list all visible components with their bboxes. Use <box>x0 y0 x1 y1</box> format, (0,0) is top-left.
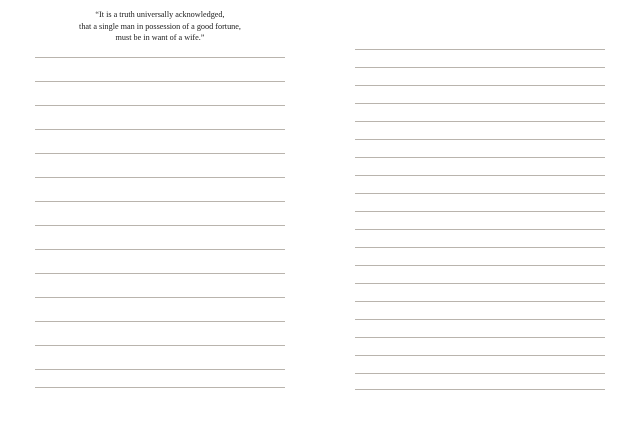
rule-line <box>355 121 605 122</box>
rule-line <box>35 387 285 388</box>
rule-line <box>355 337 605 338</box>
rule-line <box>355 389 605 390</box>
rule-line <box>35 369 285 370</box>
rule-line <box>355 85 605 86</box>
quote-line: “It is a truth universally acknowledged, <box>95 10 225 19</box>
quote-line: that a single man in possession of a good fortune, <box>79 21 241 31</box>
rule-line <box>35 321 285 322</box>
rule-line <box>35 225 285 226</box>
rule-line <box>35 105 285 106</box>
quote-line: must be in want of a wife.” <box>115 33 205 43</box>
rule-line <box>355 49 605 50</box>
rule-line <box>35 297 285 298</box>
rule-line <box>355 67 605 68</box>
rule-line <box>35 249 285 250</box>
rule-line <box>35 345 285 346</box>
rule-line <box>35 57 285 58</box>
quote-block <box>35 9 285 44</box>
rule-line <box>35 177 285 178</box>
rule-line <box>35 81 285 82</box>
rule-line <box>35 129 285 130</box>
rule-line <box>355 139 605 140</box>
rule-line <box>355 301 605 302</box>
rule-line <box>35 201 285 202</box>
rule-line <box>355 283 605 284</box>
rule-line <box>355 103 605 104</box>
rule-line <box>355 265 605 266</box>
rule-line <box>355 355 605 356</box>
rule-line <box>355 373 605 374</box>
rule-line <box>355 211 605 212</box>
right-column <box>355 0 605 433</box>
rule-line <box>355 193 605 194</box>
rule-line <box>355 157 605 158</box>
rule-line <box>355 229 605 230</box>
rule-line <box>35 273 285 274</box>
rule-line <box>355 247 605 248</box>
rule-line <box>355 319 605 320</box>
rule-line <box>35 153 285 154</box>
rule-line <box>355 175 605 176</box>
